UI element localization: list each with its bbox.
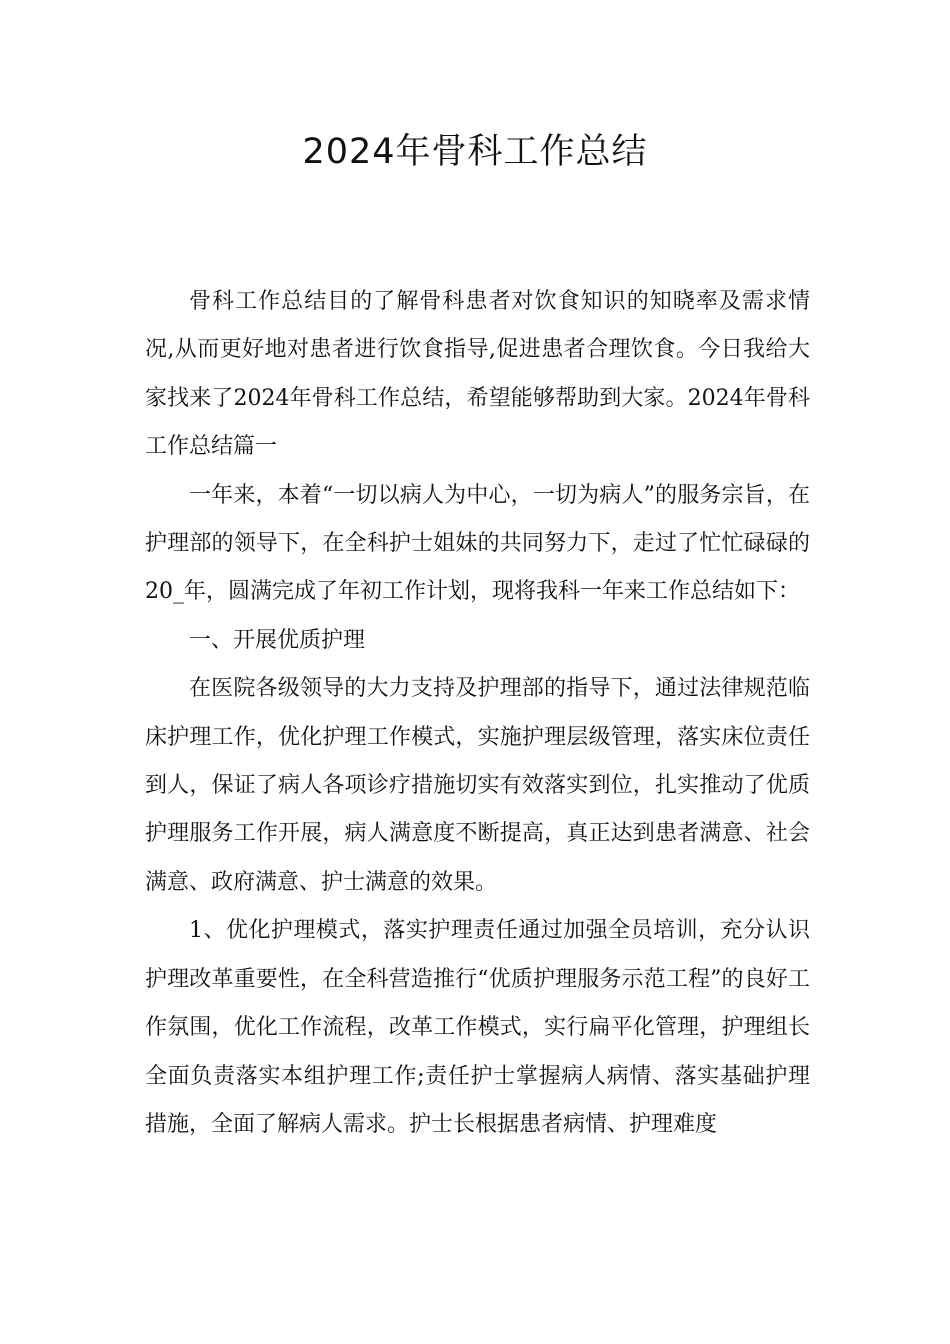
paragraph-item-1: 1、优化护理模式，落实护理责任通过加强全员培训，充分认识护理改革重要性，在全科营造推行“优质护理服务示范工程”的良好工作氛围，优化工作流程，改革工作模式，实行扁平化管理，护理组长全面负责落实本组护理工作;责任护士掌握病人病情、落实基础护理措施，全面了解病人需求。护士长根据患者病情、护理难度 [145, 918, 810, 1137]
document-body [145, 278, 810, 1149]
paragraph-intro: 骨科工作总结目的了解骨科患者对饮食知识的知晓率及需求情况,从而更好地对患者进行饮食指导,促进患者合理饮食。今日我给大家找来了2024年骨科工作总结，希望能够帮助到大家。2024年骨科工作总结篇一 [145, 289, 810, 460]
document-title: 2024年骨科工作总结 [302, 132, 648, 172]
paragraph-overview: 一年来，本着“一切以病人为中心，一切为病人”的服务宗旨，在护理部的领导下，在全科护士姐妹的共同努力下，走过了忙忙碌碌的20_年，圆满完成了年初工作计划，现将我科一年来工作总结如下： [145, 482, 810, 605]
paragraph-section-intro: 在医院各级领导的大力支持及护理部的指导下，通过法律规范临床护理工作，优化护理工作模式，实施护理层级管理，落实床位责任到人，保证了病人各项诊疗措施切实有效落实到位，扎实推动了优质护理服务工作开展，病人满意度不断提高，真正达到患者满意、社会满意、政府满意、护士满意的效果。 [145, 676, 810, 895]
section-heading: 一、开展优质护理 [189, 627, 366, 653]
